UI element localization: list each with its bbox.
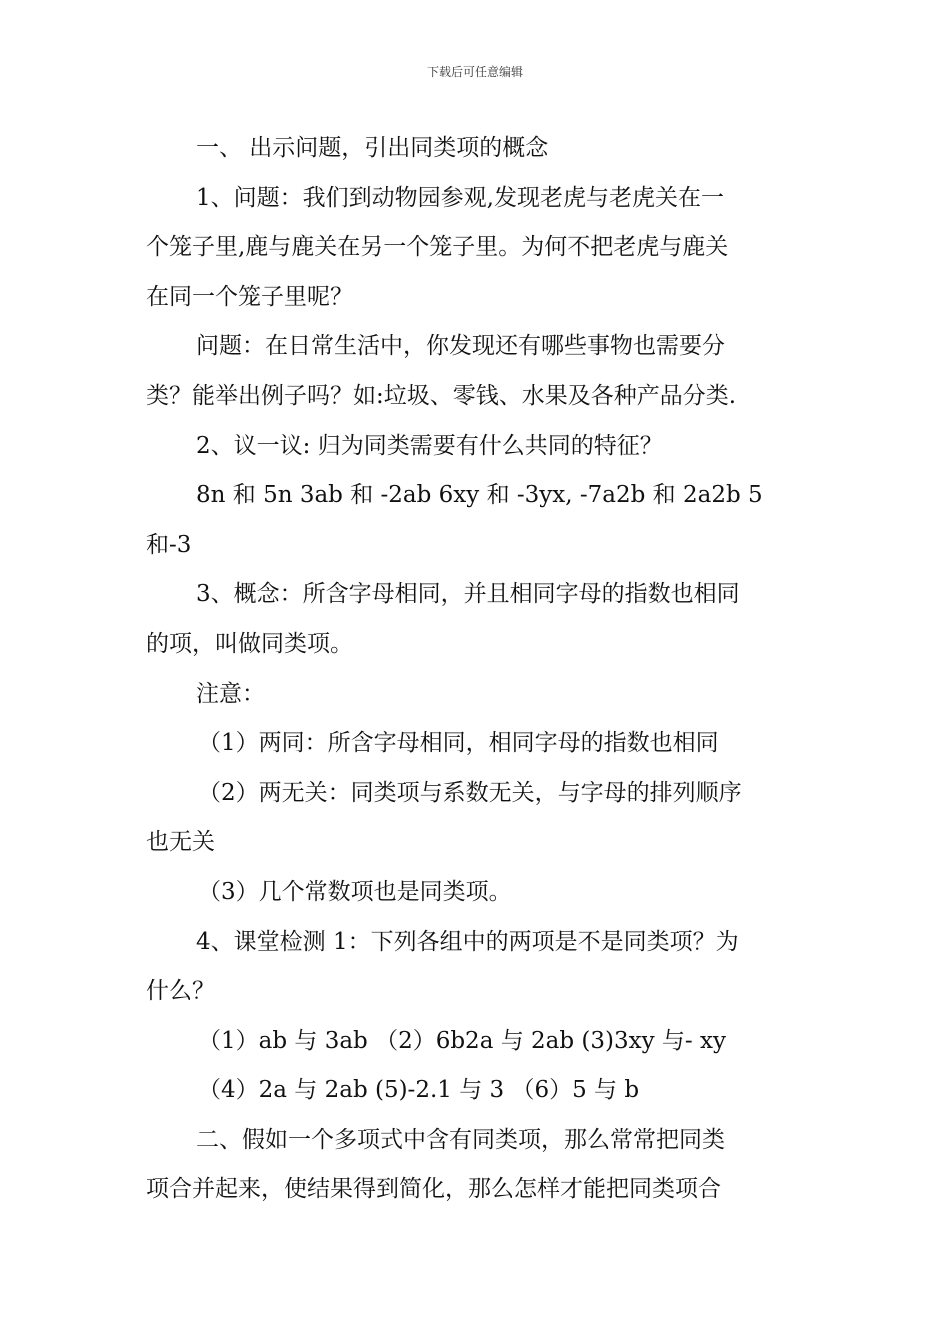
- text-line: 在同一个笼子里呢？: [146, 283, 353, 310]
- text-line: 和-3: [146, 531, 192, 558]
- text-line: 8n 和 5n 3ab 和 -2ab 6xy 和 -3yx, -7a2b 和 2a2b 5: [196, 482, 763, 509]
- page-header: 下载后可任意编辑: [426, 65, 523, 79]
- text-line: 也无关: [146, 829, 215, 856]
- text-line: 2、议一议: 归为同类需要有什么共同的特征？: [196, 432, 663, 459]
- text-line: 注意：: [196, 680, 265, 707]
- text-line: （3）几个常数项也是同类项。: [198, 878, 512, 905]
- section-heading-2: 二、假如一个多项式中含有同类项，那么常常把同类: [196, 1126, 725, 1153]
- document-body: [146, 124, 808, 1215]
- text-line: （1）ab 与 3ab （2）6b2a 与 2ab (3)3xy 与- xy: [198, 1027, 726, 1054]
- text-line: 类？能举出例子吗？如:垃圾、零钱、水果及各种产品分类.: [146, 382, 737, 409]
- text-line: （2）两无关：同类项与系数无关，与字母的排列顺序: [198, 779, 742, 806]
- text-line: （1）两同：所含字母相同，相同字母的指数也相同: [198, 730, 719, 757]
- text-line: 3、概念：所含字母相同，并且相同字母的指数也相同: [196, 581, 740, 608]
- text-line: 项合并起来，使结果得到简化，那么怎样才能把同类项合: [146, 1176, 721, 1203]
- section-heading-1: 一、 出示问题，引出同类项的概念: [196, 135, 549, 161]
- text-line: 4、课堂检测 1：下列各组中的两项是不是同类项？为: [196, 928, 739, 955]
- text-line: （4）2a 与 2ab (5)-2.1 与 3 （6）5 与 b: [198, 1077, 640, 1104]
- text-line: 问题：在日常生活中，你发现还有哪些事物也需要分: [196, 333, 725, 360]
- text-line: 个笼子里,鹿与鹿关在另一个笼子里。为何不把老虎与鹿关: [146, 234, 729, 261]
- text-line: 什么？: [146, 978, 215, 1005]
- text-line: 的项，叫做同类项。: [146, 630, 353, 657]
- text-line: 1、问题：我们到动物园参观,发现老虎与老虎关在一: [196, 184, 724, 211]
